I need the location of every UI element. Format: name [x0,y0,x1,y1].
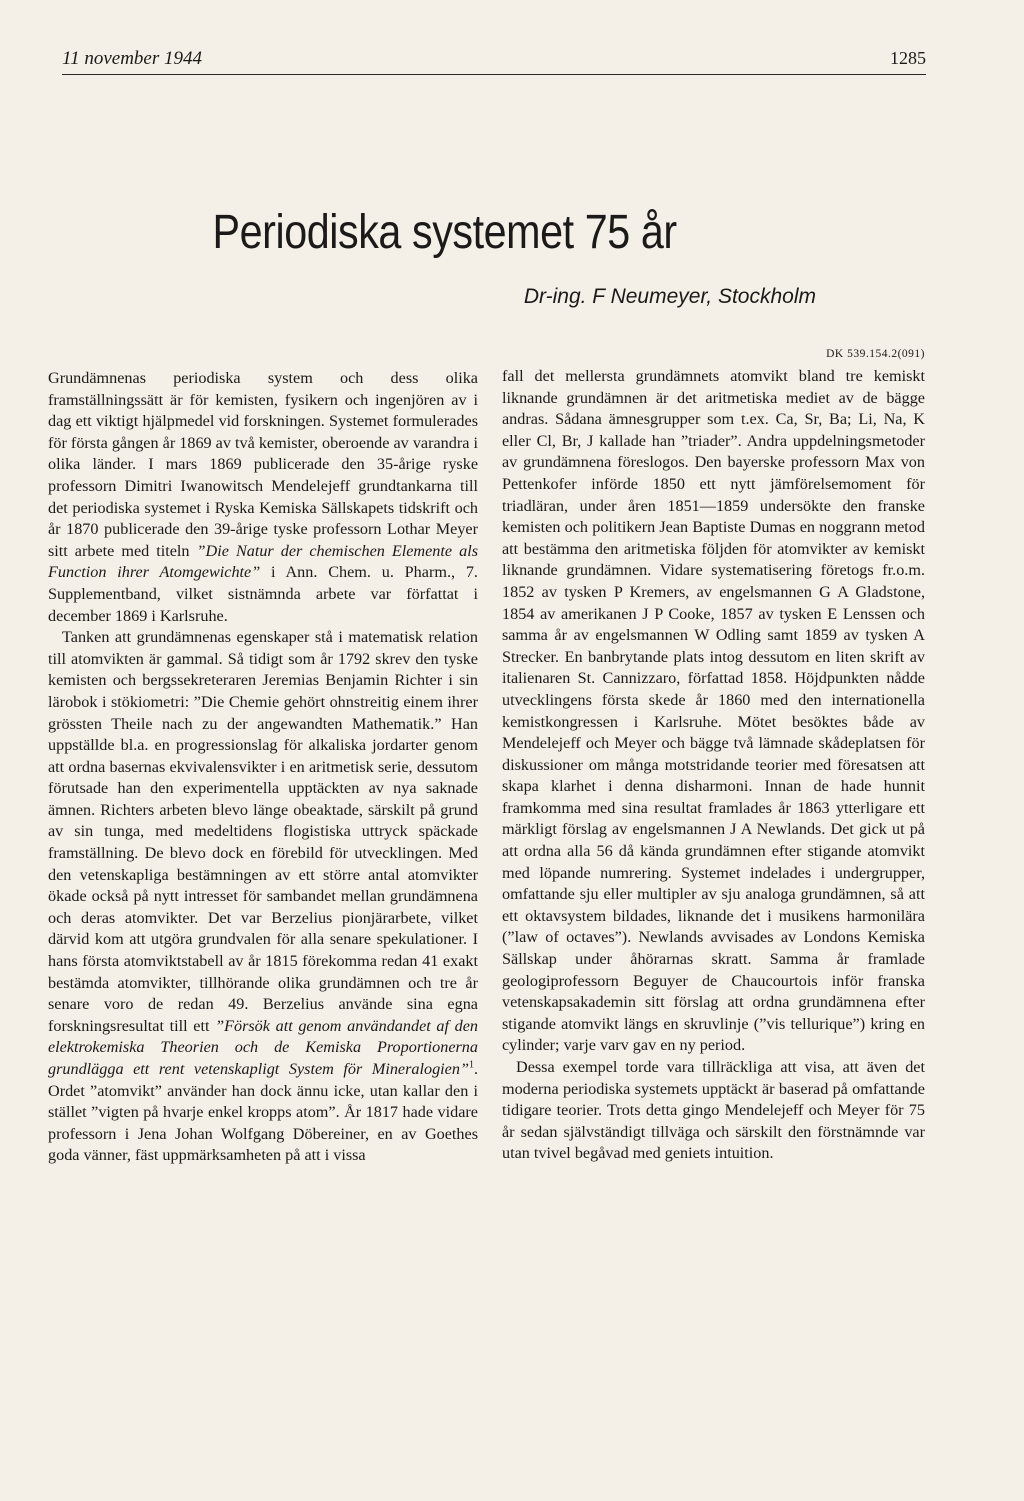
dk-classification: DK 539.154.2(091) [826,348,925,360]
footnote-marker: 1 [468,1059,474,1071]
article-title: Periodiska systemet 75 år [212,206,677,259]
book-title: ”Die Natur der chemischen Elemente als Function ihrer Atomgewichte” [48,541,478,582]
left-column [48,368,478,1167]
paragraph: Dessa exempel torde vara tillräckliga att visa, att även det moderna periodiska systemets upptäckt är baserad på omfattande tidigare teorier. Trots detta gingo Mendelejeff och Meyer för 75 år sedan självständigt tillväga och särskilt den förstnämnde var utan tvivel begåvad med geniets intuition. [502,1058,925,1163]
issue-date: 11 november 1944 [62,48,203,69]
running-header [62,46,926,75]
page-number: 1285 [890,48,926,68]
paragraph: Grundämnenas periodiska system och dess olika framställningssätt är för kemisten, fysikern och ingenjören av i dag ett viktigt hjälpmedel vid forskningen. Systemet formulerades för första gången år 1869 av två kemister, oberoende av varandra i olika länder. I mars 1869 publicerade den 35-årige ryske professorn Dimitri Iwanowitsch Mendelejeff grundtankarna till det periodiska systemet i Ryska Kemiska Sällskapets tidskrift och år 1870 publicerade den 39-årige tyske professorn Lothar Meyer sitt arbete med titeln ”Die Natur der chemischen Elemente als Function ihrer Atomgewichte” i Ann. Chem. u. Pharm., 7. Supplementband, vilket sistnämnda arbete var författat i december 1869 i Karlsruhe. [48,369,478,625]
book-title: ”Försök att genom användandet af den elektrokemiska Theorien och de Kemiska Proportionerna grundlägga ett rent vetenskapligt System för Mineralogien” [48,1016,478,1078]
paragraph: Tanken att grundämnenas egenskaper stå i matematisk relation till atomvikten är gammal. Så tidigt som år 1792 skrev den tyske kemisten och bergssekreteraren Jeremias Benjamin Richter i sin lärobok i stökiometri: ”Die Chemie gehört ohnstreitig einem ihrer grössten Theile nach zu der angewandten Mathematik.” Han uppställde bl.a. en progressionslag för alkaliska jordarter genom att ordna basernas ekvivalensvikter i en aritmetisk serie, dessutom förutsade han den experimentella upptäckten av nya saknade ämnen. Richters arbeten blevo länge obeaktade, särskilt på grund av sin tunga, med medeltidens flogistiska uttryck späckade framställning. De blevo dock en förebild för utvecklingen. Med den vetenskapliga bestämningen av ett större antal atomvikter ökade också på nytt intresset för sambandet mellan grundämnena och deras atomvikter. Det var Berzelius pionjärarbete, vilket därvid kom att utgöra grundvalen för alla senare spekulationer. I hans första atomviktstabell av år 1815 förekomma redan 41 exakt bestämda atomvikter, tillhörande olika grundämnen och tre år senare voro de redan 49. Berzelius använde sina egna forskningsresultat till ett ”Försök att genom användandet af den elektrokemiska Theorien och de Kemiska Proportionerna grundlägga ett rent vetenskapligt System för Mineralogien”$^1$. Ordet ”atomvikt” använder han dock ännu icke, utan kallar den i stället ”vigten på hvarje enkel kropps atom”. År 1817 hade vidare professorn i Jena Johan Wolfgang Döbereiner, en av Goethes goda vänner, fäst uppmärksamheten på att i vissa [48,628,478,1165]
article-author: Dr-ing. F Neumeyer, Stockholm [523,285,816,308]
paragraph: fall det mellersta grundämnets atomvikt bland tre kemiskt liknande grundämnen är det aritmetiska mediet av de bägge andras. Sådana ämnesgrupper som t.ex. Ca, Sr, Ba; Li, Na, K eller Cl, Br, J kallade han ”triader”. Andra uppdelningsmetoder av grundämnena föreslogos. Den bayerske professorn Max von Pettenkofer införde 1850 ett nytt jämförelsemoment för triadläran, under åren 1851—1859 undersökte den franske kemisten och politikern Jean Baptiste Dumas en noggrann metod att bestämma den aritmetiska följden för atomvikter av kemiskt liknande grundämnen. Vidare systematisering företogs fr.o.m. 1852 av tysken P Kremers, av engelsmannen G A Gladstone, 1854 av amerikanen J P Cooke, 1857 av tysken E Lenssen och samma år av engelsmannen W Odling samt 1859 av tysken A Strecker. En banbrytande plats intog dessutom en liten skrift av italienaren St. Cannizzaro, författad 1858. Höjdpunkten nådde utvecklingens första skede år 1860 med den internationella kemistkongressen i Karlsruhe. Mötet besöktes både av Mendelejeff och Meyer och bägge två lämnade skådeplatsen för diskussioner om många motstridande teorier med föresatsen att skapa klarhet i denna disharmoni. Innan de hade hunnit framkomma med sina resultat framlades år 1863 ytterligare ett märkligt förslag av engelsmannen J A Newlands. Det gick ut på att ordna alla 56 då kända grundämnen efter stigande atomvikt med löpande numrering. Systemet indelades i undergrupper, omfattande sju eller multipler av sju analoga grundämnen, så att ett oktavsystem bildades, liknande det i musikens harmonilära (”law of octaves”). Newlands avvisades av Londons Kemiska Sällskap under åhörarnas skratt. Samma år framlade geologiprofessorn Beguyer de Chaucourtois inför franska vetenskapsakademin sitt förslag att ordna grundämnena efter stigande atomvikt längs en skruvlinje (”vis tellurique”) kring en cylinder; varje varv gav en ny period. [502,367,925,1055]
right-column [502,344,925,1165]
